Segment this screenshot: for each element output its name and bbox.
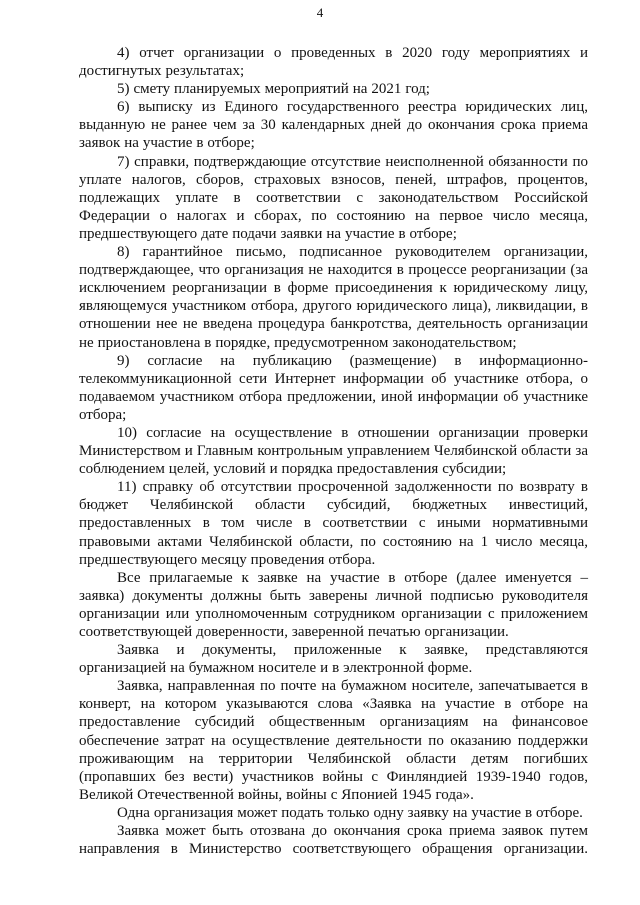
paragraph-submission-format: Заявка и документы, приложенные к заявке, представляются организацией на бумажном носителе и в электронной форме. — [79, 642, 588, 677]
paragraph-mail-envelope: Заявка, направленная по почте на бумажном носителе, запечатывается в конверт, на котором указываются слова «Заявка на участие в отборе на предоставление субсидий общественным организациям на финансовое обеспечение затрат на осуществление деятельности по оказанию поддержки проживающим на территории Челябинской области детям погибших (пропавших без вести) участников войны с Финляндией 1939-1940 годов, Великой Отечественной войны, войны с Японией 1945 года». — [79, 678, 588, 803]
paragraph-item-9: 9) согласие на публикацию (размещение) в информационно-телекоммуникационной сети Интернет информации об участнике отбора, о подаваемом участником отбора предложении, иной информации об участнике отбора; — [79, 352, 588, 423]
paragraph-item-8: 8) гарантийное письмо, подписанное руководителем организации, подтверждающее, что организация не находится в процессе реорганизации (за исключением реорганизации в форме присоединения к юридическому лицу, являющемуся участником отбора, другого юридического лица), ликвидации, в отношении нее не введена процедура банкротства, деятельность организации не приостановлена в порядке, предусмотренном законодательством; — [79, 244, 588, 351]
paragraph-item-5: 5) смету планируемых мероприятий на 2021 год; — [117, 81, 430, 98]
paragraph-one-application: Одна организация может подать только одну заявку на участие в отборе. — [117, 804, 583, 821]
paragraph-item-4: 4) отчет организации о проведенных в 2020 году мероприятиях и достигнутых результатах; — [79, 45, 588, 80]
document-body — [79, 44, 588, 858]
paragraph-item-7: 7) справки, подтверждающие отсутствие неисполненной обязанности по уплате налогов, сборов, страховых взносов, пеней, штрафов, процентов, подлежащих уплате в соответствии с законодательством Российской Федерации о налогах и сборах, по состоянию на первое число месяца, предшествующего дате подачи заявки на участие в отборе; — [79, 153, 588, 242]
paragraph-item-10: 10) согласие на осуществление в отношении организации проверки Министерством и Главным контрольным управлением Челябинской области за соблюдением целей, условий и порядка предоставления субсидии; — [79, 424, 588, 478]
page-number: 4 — [316, 5, 324, 20]
paragraph-item-11: 11) справку об отсутствии просроченной задолженности по возврату в бюджет Челябинской области субсидий, бюджетных инвестиций, предоставленных в том числе в соответствии с иными нормативными правовыми актами Челябинской области, по состоянию на 1 число месяца, предшествующего месяцу проведения отбора. — [79, 479, 588, 568]
paragraph-item-6: 6) выписку из Единого государственного реестра юридических лиц, выданную не ранее чем за 30 календарных дней до окончания срока приема заявок на участие в отборе; — [79, 99, 588, 152]
paragraph-attachments-certification: Все прилагаемые к заявке на участие в отборе (далее именуется – заявка) документы должны быть заверены личной подписью руководителя организации или уполномоченным сотрудником организации с приложением соответствующей доверенности, заверенной печатью организации. — [79, 569, 588, 640]
paragraph-withdrawal: Заявка может быть отозвана до окончания срока приема заявок путем направления в Министерство соответствующего обращения организации. — [79, 823, 588, 858]
